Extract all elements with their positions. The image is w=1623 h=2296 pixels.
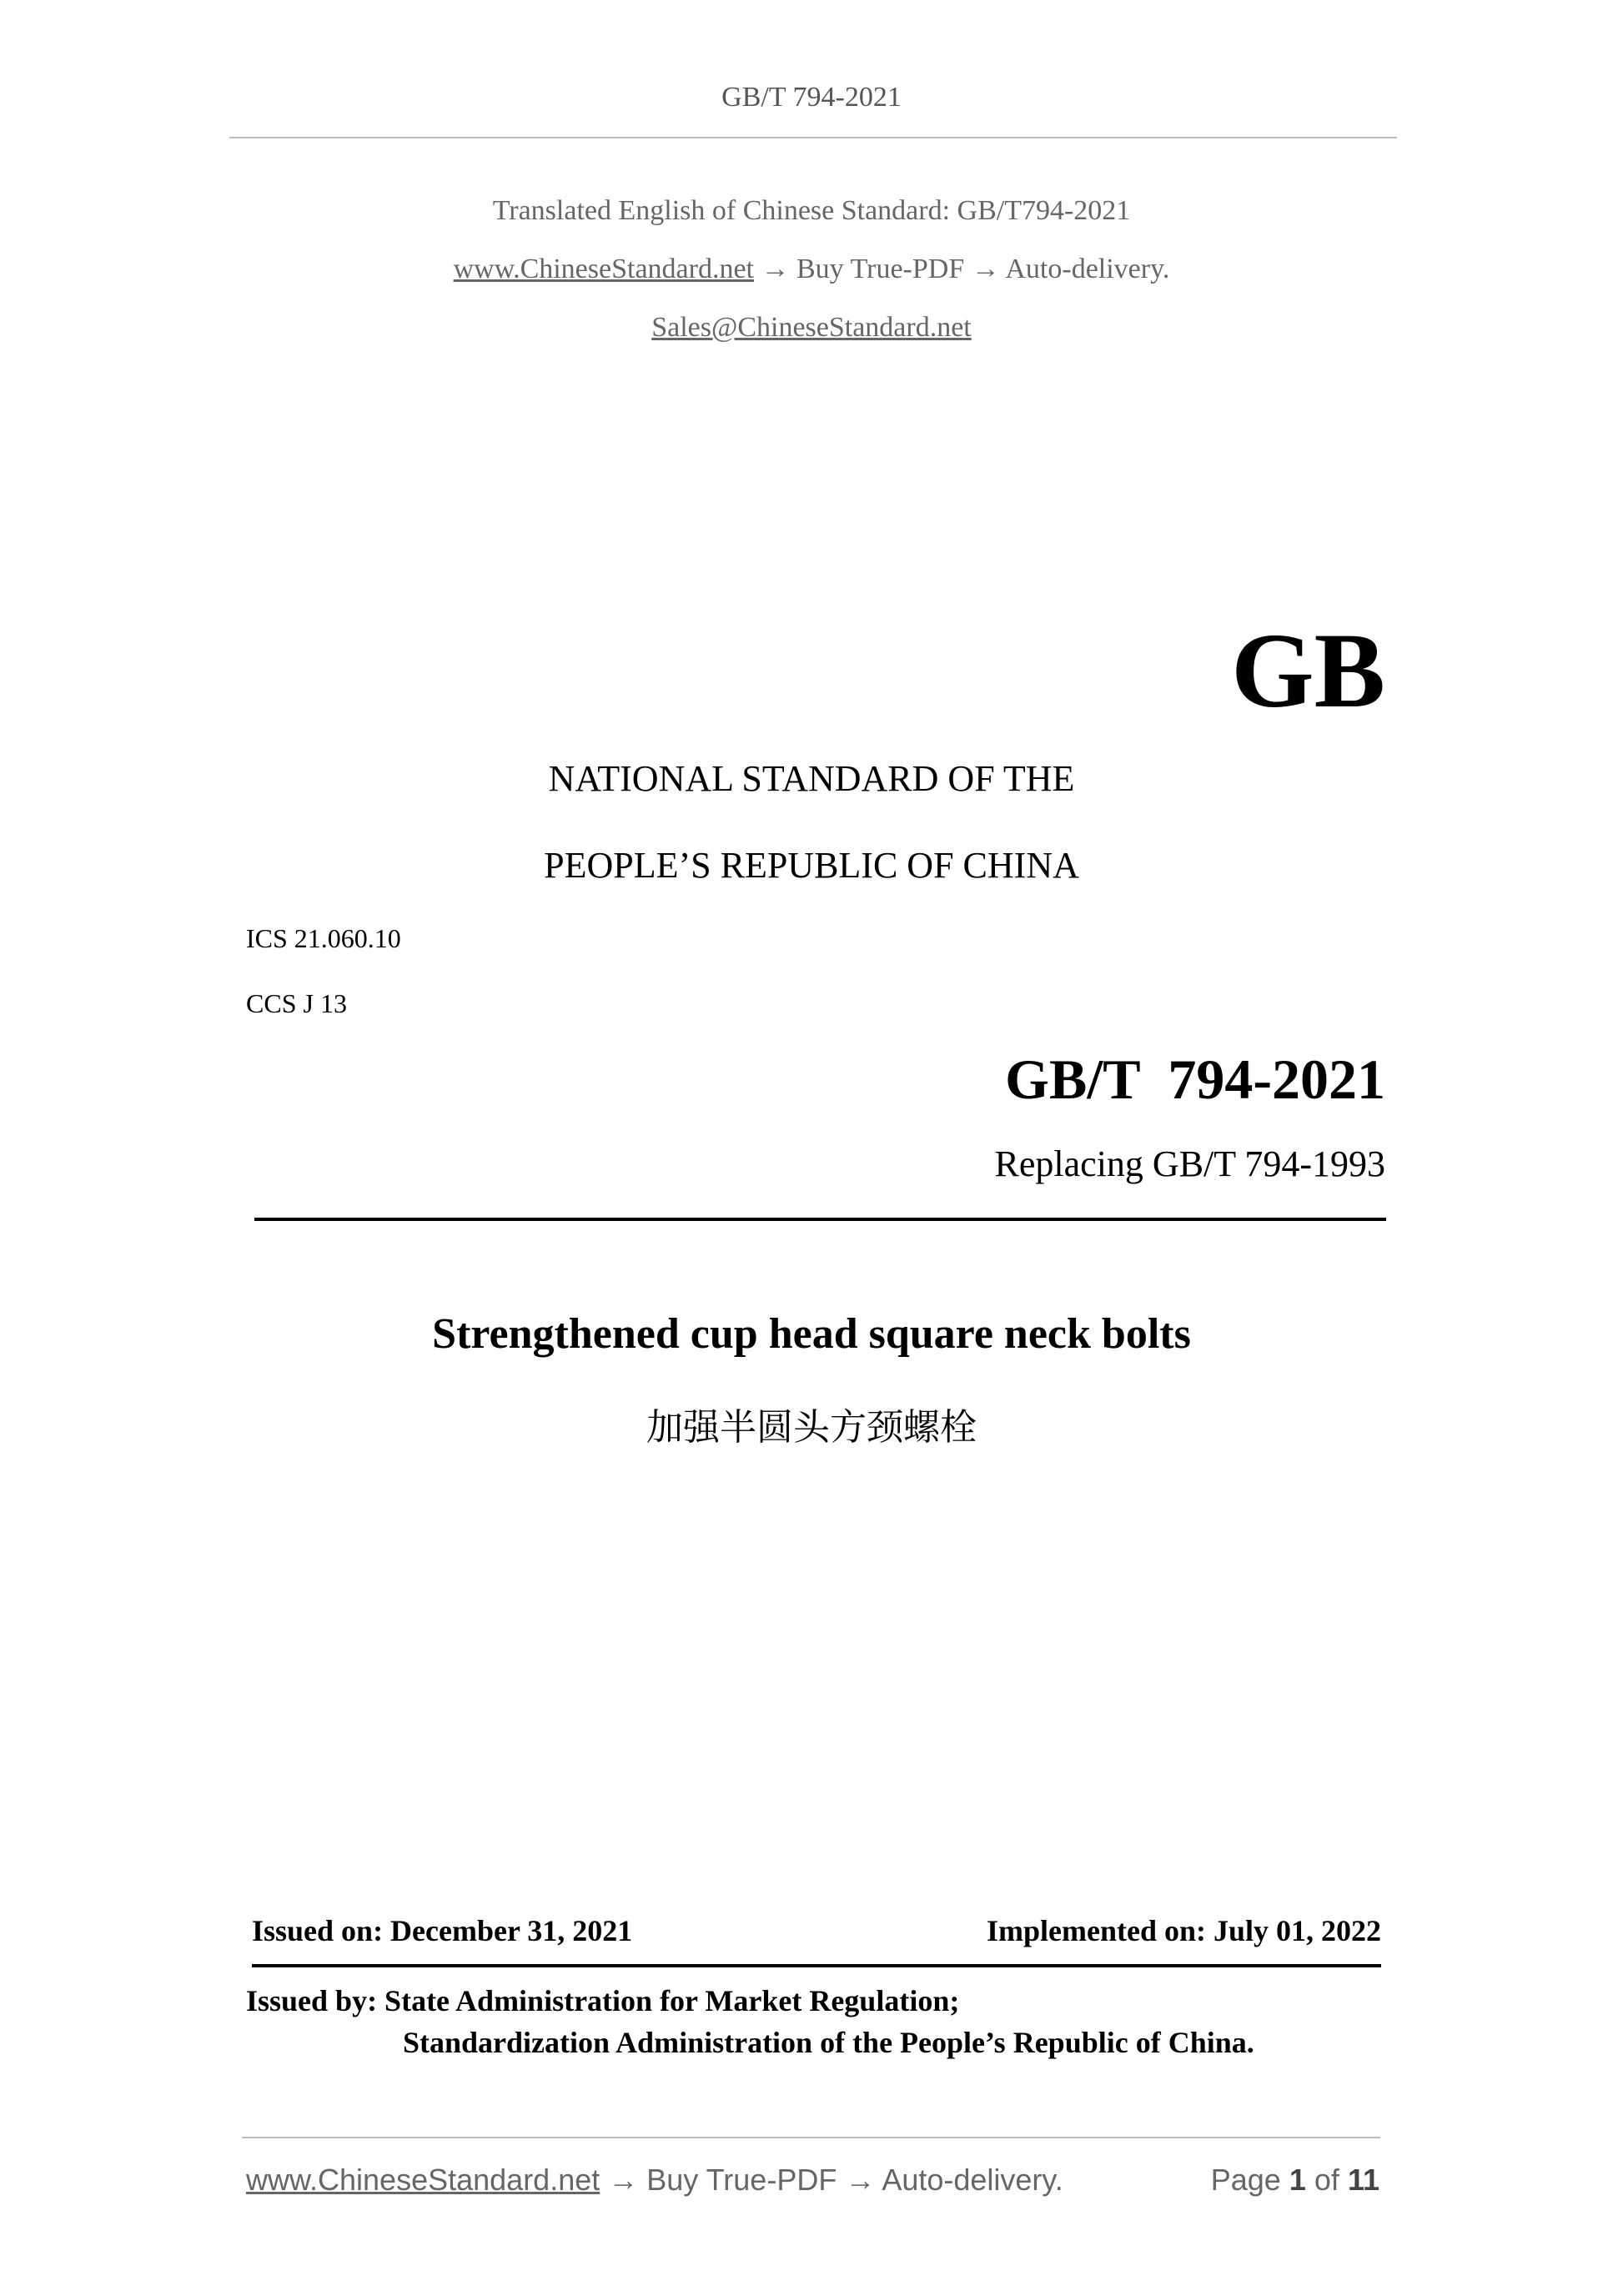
cover-divider bbox=[254, 1218, 1386, 1221]
buy-line bbox=[0, 254, 1623, 285]
implemented-on: Implemented on: July 01, 2022 bbox=[986, 1914, 1381, 1947]
page-current: 1 bbox=[1289, 2163, 1306, 2197]
issued-on: Issued on: December 31, 2021 bbox=[252, 1914, 633, 1947]
standard-number: GB/T 794-2021 bbox=[1005, 1048, 1385, 1111]
footer-buy-line bbox=[246, 2163, 1063, 2198]
page-total: 11 bbox=[1347, 2163, 1379, 2197]
of-label: of bbox=[1314, 2163, 1339, 2197]
footer-divider bbox=[242, 2137, 1380, 2138]
page-indicator bbox=[1211, 2163, 1379, 2198]
sales-line bbox=[0, 312, 1623, 344]
running-header: GB/T 794-2021 bbox=[721, 82, 902, 113]
translated-notice: Translated English of Chinese Standard: GB/T794-2021 bbox=[492, 195, 1131, 226]
site-link[interactable]: www.ChineseStandard.net bbox=[453, 254, 754, 284]
header-divider bbox=[229, 137, 1397, 138]
title-english: Strengthened cup head square neck bolts bbox=[432, 1310, 1191, 1358]
sales-email-link[interactable]: Sales@ChineseStandard.net bbox=[651, 312, 972, 343]
national-standard-line-2: PEOPLE’S REPUBLIC OF CHINA bbox=[544, 845, 1079, 886]
footer-buy-text: → Buy True-PDF → Auto-delivery. bbox=[600, 2163, 1063, 2197]
national-standard-line-1: NATIONAL STANDARD OF THE bbox=[548, 758, 1075, 799]
title-chinese: 加强半圆头方颈螺栓 bbox=[646, 1406, 977, 1449]
page-label: Page bbox=[1210, 2163, 1281, 2197]
replacing-note: Replacing GB/T 794-1993 bbox=[994, 1143, 1385, 1184]
gb-logo: GB bbox=[1231, 611, 1385, 730]
ics-code: ICS 21.060.10 bbox=[246, 923, 401, 953]
footer-site-link[interactable]: www.ChineseStandard.net bbox=[246, 2163, 600, 2197]
issued-by-line-2: Standardization Administration of the People’s Republic of China. bbox=[403, 2026, 1254, 2059]
ccs-code: CCS J 13 bbox=[246, 988, 347, 1018]
buy-text: → Buy True-PDF → Auto-delivery. bbox=[754, 254, 1170, 284]
issued-by-line-1: Issued by: State Administration for Market Regulation; bbox=[246, 1984, 960, 2017]
issue-divider bbox=[252, 1964, 1381, 1967]
